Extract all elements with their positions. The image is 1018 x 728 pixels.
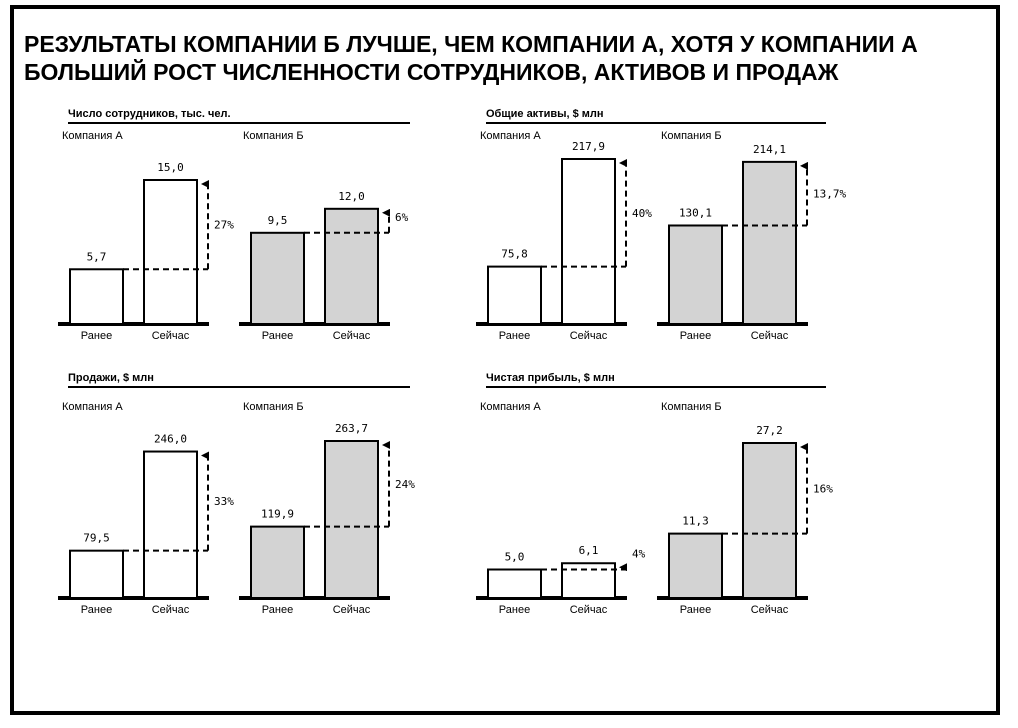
value-label-now: 27,2	[756, 424, 783, 437]
company-label: Компания Б	[243, 401, 304, 413]
category-label-now: Сейчас	[332, 330, 371, 342]
bar-before	[70, 551, 123, 598]
value-label-before: 5,7	[86, 250, 107, 264]
category-label-before: Ранее	[80, 330, 113, 342]
value-label-before: 130,1	[678, 206, 713, 220]
bar-before	[70, 269, 123, 324]
growth-percent: 27%	[214, 218, 234, 232]
value-label-now: 263,7	[334, 422, 369, 435]
company-group-a	[476, 401, 646, 616]
company-group-a	[476, 130, 652, 342]
category-label-before: Ранее	[498, 330, 531, 342]
category-label-now: Сейчас	[569, 330, 608, 342]
value-label-now: 15,0	[157, 161, 184, 174]
bar-now	[144, 452, 197, 598]
company-label: Компания Б	[661, 130, 722, 142]
value-label-before: 9,5	[267, 213, 288, 227]
company-group-b	[239, 130, 409, 342]
category-label-now: Сейчас	[151, 330, 190, 342]
value-label-before: 79,5	[83, 531, 110, 545]
category-label-before: Ранее	[261, 604, 294, 616]
category-label-now: Сейчас	[151, 604, 190, 616]
bar-now	[562, 159, 615, 324]
growth-percent: 24%	[395, 477, 415, 491]
panel-title: Чистая прибыль, $ млн	[486, 372, 615, 384]
chart-panel-1	[58, 108, 410, 342]
bar-now	[743, 443, 796, 598]
category-label-before: Ранее	[679, 604, 712, 616]
value-label-now: 12,0	[338, 189, 365, 203]
bar-before	[488, 570, 541, 598]
growth-percent: 6%	[395, 210, 409, 224]
company-label: Компания А	[480, 401, 541, 413]
value-label-now: 6,1	[578, 544, 599, 558]
bar-now	[325, 209, 378, 324]
bar-now	[562, 563, 615, 598]
company-group-b	[657, 401, 833, 616]
chart-panel-4	[476, 372, 833, 616]
headline-line-2: БОЛЬШИЙ РОСТ ЧИСЛЕННОСТИ СОТРУДНИКОВ, АКТИВОВ И ПРОДАЖ	[24, 59, 839, 85]
bar-before	[251, 233, 304, 324]
company-label: Компания Б	[243, 130, 304, 142]
category-label-before: Ранее	[261, 330, 294, 342]
panel-title: Общие активы, $ млн	[486, 108, 604, 120]
value-label-before: 11,3	[682, 514, 709, 528]
value-label-now: 217,9	[571, 140, 606, 153]
bar-before	[669, 225, 722, 324]
bar-before	[488, 267, 541, 324]
headline-line-1: РЕЗУЛЬТАТЫ КОМПАНИИ Б ЛУЧШЕ, ЧЕМ КОМПАНИИ А, ХОТЯ У КОМПАНИИ А	[24, 31, 918, 57]
company-group-b	[657, 130, 846, 342]
category-label-now: Сейчас	[332, 604, 371, 616]
bar-before	[251, 527, 304, 598]
category-label-before: Ранее	[80, 604, 113, 616]
value-label-now: 246,0	[153, 432, 188, 446]
category-label-now: Сейчас	[750, 330, 789, 342]
company-label: Компания А	[62, 130, 123, 142]
value-label-before: 119,9	[260, 507, 295, 521]
panel-title: Число сотрудников, тыс. чел.	[68, 108, 231, 120]
company-label: Компания А	[480, 130, 541, 142]
chart-panel-2	[476, 108, 846, 342]
category-label-now: Сейчас	[750, 604, 789, 616]
chart-panel-3	[58, 372, 415, 616]
category-label-before: Ранее	[498, 604, 531, 616]
category-label-now: Сейчас	[569, 604, 608, 616]
growth-percent: 13,7%	[813, 187, 847, 201]
growth-percent: 16%	[813, 482, 833, 496]
growth-percent: 4%	[632, 547, 646, 561]
value-label-now: 214,1	[752, 142, 787, 156]
company-group-b	[239, 401, 415, 616]
company-label: Компания Б	[661, 401, 722, 413]
bar-now	[144, 180, 197, 324]
category-label-before: Ранее	[679, 330, 712, 342]
panel-title: Продажи, $ млн	[68, 372, 154, 384]
value-label-before: 5,0	[504, 550, 525, 564]
value-label-before: 75,8	[501, 247, 528, 261]
bar-before	[669, 534, 722, 598]
company-label: Компания А	[62, 401, 123, 413]
bar-now	[325, 441, 378, 598]
company-group-a	[58, 130, 234, 342]
bar-now	[743, 162, 796, 324]
growth-percent: 40%	[632, 206, 652, 220]
company-group-a	[58, 401, 234, 616]
growth-percent: 33%	[214, 495, 234, 509]
